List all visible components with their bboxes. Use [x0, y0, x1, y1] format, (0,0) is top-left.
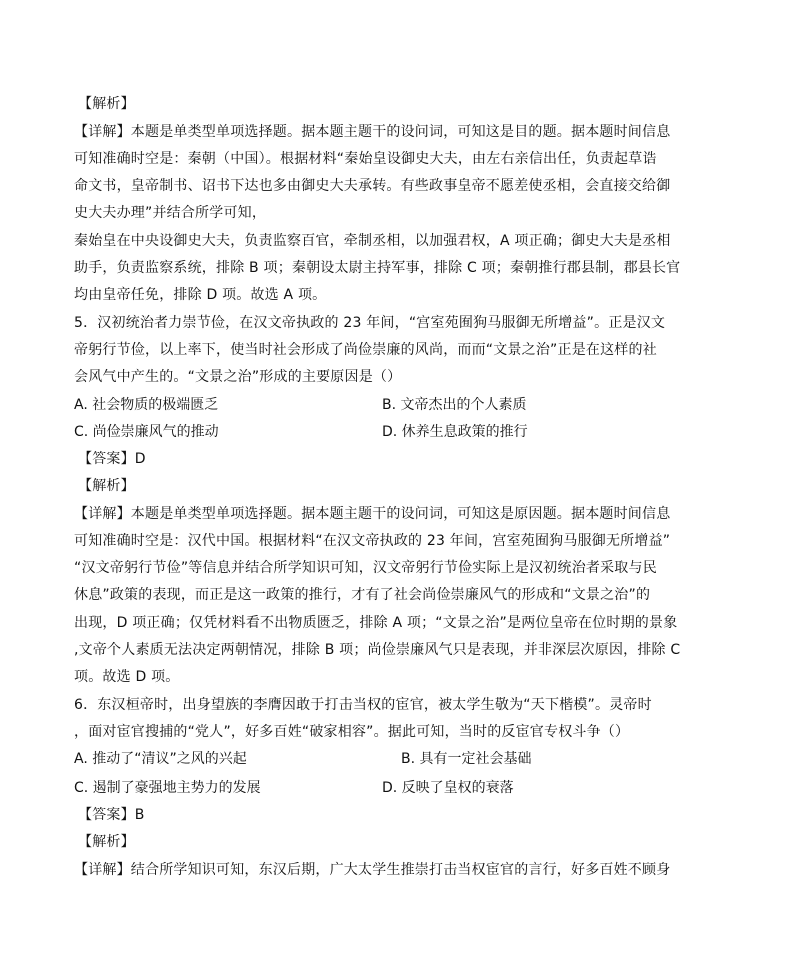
detail-line: 出现，D 项正确；仅凭材料看不出物质匮乏，排除 A 项；“文景之治”是两位皇帝在位时期的景象: [74, 615, 678, 631]
detail-line: 【详解】本题是单类型单项选择题。据本题主题干的设问词，可知这是原因题。据本题时间信息: [74, 506, 671, 522]
option-c: C. 遏制了豪强地主势力的发展: [74, 780, 261, 796]
detail-line: 命文书，皇帝制书、诏书下达也多由御史大夫承转。有些政事皇帝不愿差使丞相，会直接交给御: [74, 178, 671, 194]
detail-line: 均由皇帝任免，排除 D 项。故选 A 项。: [74, 287, 327, 303]
question-6-stem: ，面对宦官搜捕的“党人”，好多百姓“破家相容”。据此可知，当时的反宦官专权斗争（）: [74, 724, 630, 740]
detail-line: 项。故选 D 项。: [74, 669, 180, 685]
option-b: B. 具有一定社会基础: [401, 751, 532, 767]
analysis-label: 【解析】: [78, 96, 135, 112]
option-a: A. 社会物质的极端匮乏: [74, 397, 219, 413]
answer-label: 【答案】D: [78, 451, 146, 467]
detail-line: 休息”政策的表现，而正是这一政策的推行，才有了社会尚俭崇廉风气的形成和“文景之治”的: [74, 587, 651, 603]
option-d: D. 反映了皇权的衰落: [382, 780, 514, 796]
detail-line: 秦始皇在中央设御史大夫，负责监察百官，牵制丞相，以加强君权，A 项正确；御史大夫是丞相: [74, 233, 671, 249]
detail-line: 助手，负责监察系统，排除 B 项；秦朝设太尉主持军事，排除 C 项；秦朝推行郡县制，郡县长官: [74, 260, 681, 276]
question-5-stem: 会风气中产生的。“文景之治”形成的主要原因是（）: [74, 369, 402, 385]
option-b: B. 文帝杰出的个人素质: [382, 397, 527, 413]
detail-line: ,文帝个人素质无法决定两朝情况，排除 B 项；尚俭崇廉风气只是表现，并非深层次原因，排除 C: [74, 642, 681, 658]
option-a: A. 推动了“清议”之风的兴起: [74, 751, 247, 767]
detail-line: “汉文帝躬行节俭”等信息并结合所学知识可知，汉文帝躬行节俭实际上是汉初统治者采取与民: [74, 560, 657, 576]
detail-line: 可知准确时空是：汉代中国。根据材料“在汉文帝执政的 23 年间，宫室苑囿狗马服御无所增益”: [74, 533, 671, 549]
detail-line: 史大夫办理”并结合所学可知，: [74, 205, 267, 221]
detail-line: 【详解】本题是单类型单项选择题。据本题主题干的设问词，可知这是目的题。据本题时间信息: [74, 124, 671, 140]
analysis-label: 【解析】: [78, 834, 135, 850]
question-5-stem: 5．汉初统治者力崇节俭，在汉文帝执政的 23 年间，“宫室苑囿狗马服御无所增益”。正是汉文: [74, 315, 666, 331]
option-c: C. 尚俭崇廉风气的推动: [74, 424, 219, 440]
answer-label: 【答案】B: [78, 807, 145, 823]
analysis-label: 【解析】: [78, 478, 135, 494]
detail-line: 可知准确时空是：秦朝（中国）。根据材料“秦始皇设御史大夫，由左右亲信出任，负责起草诰: [74, 151, 657, 167]
question-6-stem: 6．东汉桓帝时，出身望族的李膺因敢于打击当权的宦官，被太学生敬为“天下楷模”。灵帝时: [74, 697, 652, 713]
question-5-stem: 帝躬行节俭，以上率下，使当时社会形成了尚俭崇廉的风尚，而而“文景之治”正是在这样的社: [74, 342, 657, 358]
option-d: D. 休养生息政策的推行: [382, 424, 528, 440]
detail-line: 【详解】结合所学知识可知，东汉后期，广大太学生推崇打击当权宦官的言行，好多百姓不顾身: [74, 862, 671, 878]
